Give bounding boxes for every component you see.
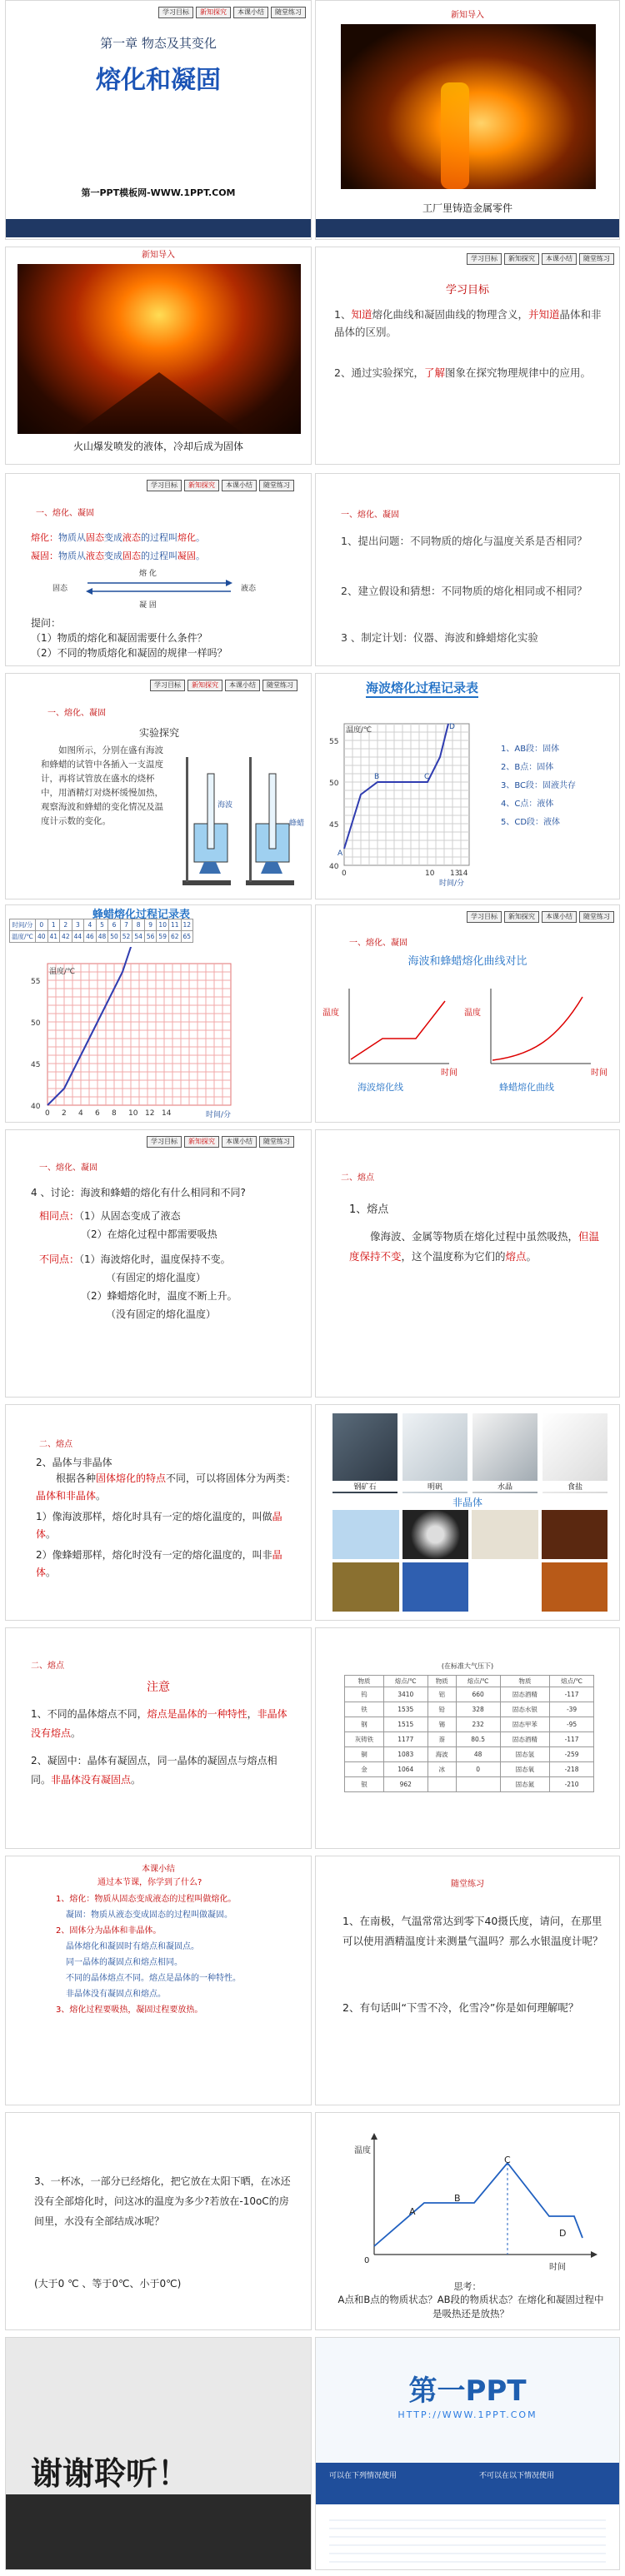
- phase-arrows: [84, 577, 234, 597]
- table-cell: 固态水银: [500, 1702, 550, 1717]
- nav-buttons: [467, 911, 614, 923]
- nav-summary-button[interactable]: 本课小结: [225, 680, 260, 691]
- table-cell: 2: [60, 919, 72, 931]
- melting-point-text: 像海波、金属等物质在熔化过程中虽然吸热，但温度保持不变，这个温度称为它们的熔点。: [349, 1230, 600, 1263]
- table-cell: 65: [181, 931, 193, 943]
- section-tag: 一、熔化、凝固: [349, 939, 408, 948]
- table-cell: 232: [456, 1717, 500, 1732]
- summary-item: 1、熔化：物质从固态变成液态的过程叫做熔化。: [56, 1895, 237, 1904]
- table-cell: 42: [60, 931, 72, 943]
- hypo-melting-chart: [319, 699, 502, 890]
- table-cell: 50: [108, 931, 121, 943]
- section-tag: 一、熔化、凝固: [341, 511, 399, 520]
- slide-practice: [315, 1856, 620, 2105]
- table-cell: 328: [456, 1702, 500, 1717]
- nav-goal-button[interactable]: 学习目标: [147, 1136, 182, 1148]
- nav-goal-button[interactable]: 学习目标: [150, 680, 185, 691]
- table-cell: 46: [84, 931, 97, 943]
- y-label-b: 温度: [464, 1009, 481, 1018]
- section-tag: 二、熔点: [31, 1662, 64, 1671]
- table-row: [345, 1717, 594, 1732]
- slide-summary: [5, 1856, 312, 2105]
- point-c: C: [504, 2155, 511, 2165]
- legend-item: 4、C点：液体: [501, 800, 554, 809]
- label-wax: 蜂蜡: [289, 820, 305, 828]
- discussion-question: 4 、讨论：海波和蜂蜡的熔化有什么相同和不同?: [31, 1187, 246, 1198]
- header-cell: 熔点/℃: [550, 1676, 594, 1687]
- ice-options: (大于0 ℃ 、等于0℃、小于0℃): [34, 2278, 182, 2290]
- nav-practice-button[interactable]: 随堂练习: [579, 253, 614, 265]
- nav-buttons: [158, 7, 306, 18]
- think-title: 思考：: [453, 2281, 482, 2292]
- experiment-apparatus: [178, 740, 305, 890]
- crystal-text: 根据各种固体熔化的特点不同，可以将固体分为两类：晶体和非晶体。 1）像海波那样，熔化时具有一定的熔化温度的，叫做晶体。 2）像蜂蜡那样，熔化时没有一定的熔化温度的，叫非晶体。: [36, 1472, 297, 1578]
- summary-item: 非晶体没有凝固点和熔点。: [66, 1990, 166, 1999]
- nav-goal-button[interactable]: 学习目标: [467, 253, 502, 265]
- table-cell: 银: [345, 1777, 384, 1792]
- table-cell: [456, 1777, 500, 1792]
- inquiry-step-1: 1、提出问题：不同物质的熔化与温度关系是否相同？: [341, 535, 588, 547]
- section-tag: 本课小结: [142, 1865, 175, 1874]
- nav-practice-button[interactable]: 随堂练习: [271, 7, 306, 18]
- table-cell: 固态酒精: [500, 1732, 550, 1747]
- liquid-word: 液态: [241, 585, 257, 593]
- question-1: （1）物质的熔化和凝固需要什么条件？: [31, 632, 208, 644]
- plot-area: [344, 724, 469, 865]
- y-axis-label: 温度/℃: [49, 968, 76, 976]
- table-row: [345, 1762, 594, 1777]
- x-tick-label: 4: [78, 1109, 83, 1118]
- slide-casting: [315, 0, 620, 240]
- brand-header: [316, 2338, 619, 2463]
- table-cell: 固态氢: [500, 1747, 550, 1762]
- table-cell: 5: [96, 919, 108, 931]
- state-legend: [501, 740, 576, 832]
- slide-volcano: [5, 247, 312, 465]
- table-cell: -39: [550, 1702, 594, 1717]
- bottom-band: [316, 219, 619, 237]
- slide-objectives: [315, 247, 620, 465]
- link-list: [329, 2513, 606, 2563]
- slide-compare: [315, 904, 620, 1123]
- table-cell: 锡: [428, 1717, 456, 1732]
- x-axis-label: 时间/分: [439, 879, 465, 888]
- y-tick-label: 50: [31, 1019, 41, 1028]
- table-cell: 海波: [428, 1747, 456, 1762]
- amorphous-label: 非晶体: [452, 1497, 482, 1508]
- slide-samples: [315, 1404, 620, 1621]
- table-cell: 41: [48, 931, 60, 943]
- x-axis-label: 时间: [549, 2263, 566, 2272]
- x-tick-label: 14: [162, 1109, 172, 1118]
- table-cell: -95: [550, 1717, 594, 1732]
- x-axis-label: 时间/分: [206, 1111, 232, 1119]
- nav-goal-button[interactable]: 学习目标: [147, 480, 182, 491]
- sample-photo: 明矾: [402, 1413, 468, 1493]
- table-title: (在标准大气压下): [441, 1662, 494, 1670]
- table-cell: 1: [48, 919, 60, 931]
- section-tag: 二、熔点: [341, 1173, 374, 1183]
- x-tick-label: 6: [95, 1109, 100, 1118]
- nav-practice-button[interactable]: 随堂练习: [579, 911, 614, 923]
- y-axis-label: 温度: [354, 2146, 371, 2155]
- table-cell: 40: [35, 931, 48, 943]
- melting-point-heading: 1、熔点: [349, 1203, 389, 1216]
- section-tag: 一、熔化、凝固: [36, 509, 94, 518]
- point-label: B: [374, 773, 380, 781]
- y-tick-label: 50: [329, 780, 339, 788]
- page-title: 熔化和凝固: [96, 66, 221, 95]
- table-cell: 固态甲苯: [500, 1717, 550, 1732]
- nav-buttons: [147, 1136, 294, 1148]
- wax-melting-chart: [14, 947, 281, 1122]
- table-cell: 铁: [345, 1702, 384, 1717]
- y-tick-label: 55: [329, 738, 339, 746]
- legend-item: 1、AB段：固体: [501, 745, 560, 754]
- nav-summary-button[interactable]: 本课小结: [222, 480, 257, 491]
- bottom-band: [6, 219, 311, 237]
- table-cell: [428, 1777, 456, 1792]
- y-axis-label: 温度/℃: [346, 726, 372, 735]
- table-cell: 0: [35, 919, 48, 931]
- solid-word: 固态: [52, 585, 68, 593]
- table-cell: 固态氧: [500, 1762, 550, 1777]
- slide-notes: [5, 1627, 312, 1849]
- y-label-a: 温度: [322, 1009, 339, 1018]
- slide-melting-point: [315, 1129, 620, 1398]
- point-label: A: [338, 850, 343, 858]
- header-cell: 熔点/℃: [383, 1676, 428, 1687]
- table-cell: 48: [96, 931, 108, 943]
- summary-item: 同一晶体的凝固点和熔点相同。: [66, 1958, 182, 1967]
- header-cell: 物质: [500, 1676, 550, 1687]
- summary-item: 3、熔化过程要吸热，凝固过程要放热。: [56, 2005, 203, 2015]
- slide-ice-question: [5, 2112, 312, 2330]
- sample-photo: 水晶: [472, 1413, 538, 1493]
- table-cell: 59: [157, 931, 169, 943]
- think-text: A点和B点的物质状态？AB段的物质状态？在熔化和凝固过程中是吸热还是放热？: [338, 2294, 604, 2319]
- slide-title: [5, 0, 312, 240]
- question-title: 提问：: [31, 617, 62, 629]
- caption-hypo: 海波熔化线: [358, 1082, 403, 1093]
- chart-heading: 海波熔化过程记录表: [366, 679, 478, 698]
- y-tick-label: 45: [31, 1061, 41, 1069]
- nav-goal-button[interactable]: 学习目标: [467, 911, 502, 923]
- slide-hypo-chart: [315, 673, 620, 899]
- table-cell: 冰: [428, 1762, 456, 1777]
- objectives-heading: 学习目标: [445, 284, 489, 296]
- x-tick-label: 0: [342, 869, 347, 878]
- legend-item: 5、CD段：液体: [501, 818, 561, 827]
- x-label-b: 时间: [591, 1069, 608, 1078]
- arrow-bottom-label: 凝 固: [139, 601, 157, 610]
- y-tick-label: 40: [31, 1103, 41, 1111]
- usage-allowed: 可以在下列情况使用: [329, 2472, 398, 2480]
- table-cell: 0: [456, 1762, 500, 1777]
- nav-explore-button[interactable]: 新知探究: [184, 480, 219, 491]
- table-cell: 62: [168, 931, 181, 943]
- table-cell: 萘: [428, 1732, 456, 1747]
- photo-caption: 火山爆发喷发的液体，冷却后成为固体: [72, 441, 243, 452]
- thanks-dark-band: [6, 2494, 311, 2569]
- table-cell: 4: [84, 919, 97, 931]
- sample-photo: 食盐: [542, 1413, 608, 1493]
- table-cell: -117: [550, 1732, 594, 1747]
- nav-summary-button[interactable]: 本课小结: [542, 253, 577, 265]
- table-cell: 11: [168, 919, 181, 931]
- table-cell: 56: [144, 931, 157, 943]
- table-row: [345, 1747, 594, 1762]
- table-cell: 7: [120, 919, 132, 931]
- slide-brand: [315, 2337, 620, 2570]
- melting-point-table: [344, 1675, 594, 1792]
- experiment-heading: 实验探究: [139, 727, 180, 739]
- point-label: C: [424, 773, 430, 781]
- table-cell: 铝: [428, 1687, 456, 1702]
- x-tick-label: 8: [112, 1109, 117, 1118]
- slide-experiment: [5, 673, 312, 899]
- nav-explore-button[interactable]: 新知探究: [504, 253, 539, 265]
- legend-item: 3、BC段：固液共存: [501, 781, 577, 790]
- point-d: D: [559, 2228, 567, 2239]
- wax-data-table: [9, 919, 193, 943]
- point-b: B: [454, 2193, 461, 2204]
- nav-explore-button[interactable]: 新知探究: [196, 7, 231, 18]
- photo-caption: 工厂里铸造金属零件: [422, 202, 512, 214]
- table-cell: 固态氮: [500, 1777, 550, 1792]
- objective-1: 1、知道熔化曲线和凝固曲线的物理含义，并知道晶体和非晶体的区别。: [334, 308, 602, 338]
- table-cell: 1083: [383, 1747, 428, 1762]
- origin-label: 0: [364, 2256, 370, 2265]
- table-cell: -218: [550, 1762, 594, 1777]
- practice-q1: 1、在南极，气温常常达到零下40摄氏度，请问，在那里可以使用酒精温度计来测量气温吗？那么水银温度计呢？: [342, 1915, 603, 1947]
- header-cell: 熔点/℃: [456, 1676, 500, 1687]
- slide-discussion: [5, 1129, 312, 1398]
- slide-crystal: [5, 1404, 312, 1621]
- table-cell: 金: [345, 1762, 384, 1777]
- ice-question: 3、一杯冰，一部分已经熔化，把它放在太阳下晒，在冰还没有全部熔化时，问这冰的温度为多少?若放在-10oC的房间里，水没有全部结成冰呢？: [34, 2175, 291, 2227]
- experiment-text: 如图所示，分别在盛有海波和蜂蜡的试管中各插入一支温度计，再将试管放在盛水的烧杯中，用酒精灯对烧杯缓慢加热，观察海波和蜂蜡的变化情况及温度计示数的变化。: [41, 745, 163, 826]
- table-cell: 钨: [345, 1687, 384, 1702]
- volcano-photo: [18, 264, 301, 434]
- nav-explore-button[interactable]: 新知探究: [188, 680, 222, 691]
- objective-2: 2、通过实验探究，了解图象在探究物理规律中的应用。: [334, 366, 591, 379]
- amorphous-samples: [332, 1510, 608, 1612]
- table-cell: 3410: [383, 1687, 428, 1702]
- nav-buttons: [150, 680, 298, 691]
- table-cell: 固态酒精: [500, 1687, 550, 1702]
- table-cell: 52: [120, 931, 132, 943]
- slide-wax-chart: [5, 904, 312, 1123]
- table-row: [345, 1777, 594, 1792]
- discussion-answers: 相同点：（1）从固态变成了液态 （2）在熔化过程中都需要吸热 不同点：（1）海波熔化时，温度保持不变。 （有固定的熔化温度） （2）蜂蜡熔化时，温度不断上升。 （没有固定的熔化温度）: [39, 1210, 238, 1320]
- notes-text: 1、不同的晶体熔点不同，熔点是晶体的一种特性，非晶体没有熔点。 2、凝固中：晶体有凝固点，同一晶体的凝固点与熔点相同。非晶体没有凝固点。: [31, 1708, 288, 1786]
- sample-photo: 钢矿石: [332, 1413, 398, 1493]
- summary-item: 凝固：物质从液态变成固态的过程叫做凝固。: [66, 1911, 232, 1920]
- nav-practice-button[interactable]: 随堂练习: [262, 680, 298, 691]
- nav-practice-button[interactable]: 随堂练习: [259, 480, 294, 491]
- header-cell: 物质: [345, 1676, 384, 1687]
- nav-explore-button[interactable]: 新知探究: [184, 1136, 219, 1148]
- nav-summary-button[interactable]: 本课小结: [233, 7, 268, 18]
- nav-explore-button[interactable]: 新知探究: [504, 911, 539, 923]
- table-cell: 44: [72, 931, 84, 943]
- table-cell: 6: [108, 919, 121, 931]
- nav-practice-button[interactable]: 随堂练习: [259, 1136, 294, 1148]
- table-cell: 1515: [383, 1717, 428, 1732]
- y-tick-label: 45: [329, 821, 339, 830]
- nav-summary-button[interactable]: 本课小结: [542, 911, 577, 923]
- section-label: 新知导入: [451, 11, 484, 20]
- table-cell: 铅: [428, 1702, 456, 1717]
- table-cell: 1535: [383, 1702, 428, 1717]
- table-cell: 48: [456, 1747, 500, 1762]
- y-tick-label: 40: [329, 863, 339, 871]
- table-cell: 54: [132, 931, 145, 943]
- inquiry-step-2: 2、建立假设和猜想：不同物质的熔化相同或不相同？: [341, 585, 588, 597]
- casting-photo: [341, 24, 596, 189]
- table-cell: 时间/分: [10, 919, 36, 931]
- table-cell: 660: [456, 1687, 500, 1702]
- summary-item: 2、固体分为晶体和非晶体。: [56, 1926, 162, 1936]
- x-tick-label: 2: [62, 1109, 67, 1118]
- table-cell: 灰铸铁: [345, 1732, 384, 1747]
- section-label: 新知导入: [142, 251, 175, 260]
- label-hypo: 海波: [218, 801, 233, 810]
- table-row: [345, 1702, 594, 1717]
- table-cell: 钢: [345, 1717, 384, 1732]
- point-a: A: [409, 2206, 416, 2217]
- table-row: [345, 1732, 594, 1747]
- legend-item: 2、B点：固体: [501, 763, 554, 772]
- slide-definitions: [5, 473, 312, 666]
- x-tick-label: 13: [450, 869, 460, 878]
- x-tick-label: 14: [458, 869, 468, 878]
- table-cell: 962: [383, 1777, 428, 1792]
- x-tick-label: 0: [45, 1109, 50, 1118]
- caption-wax: 蜂蜡熔化曲线: [499, 1082, 554, 1093]
- melt-definition: 熔化：物质从固态变成液态的过程叫熔化。: [31, 532, 205, 543]
- brand-info-band: [316, 2463, 619, 2504]
- usage-denied: 不可以在以下情况使用: [479, 2472, 555, 2480]
- table-cell: 1177: [383, 1732, 428, 1747]
- table-cell: 8: [132, 919, 145, 931]
- slide-think: [315, 2112, 620, 2330]
- x-tick-label: 12: [145, 1109, 155, 1118]
- table-cell: 1064: [383, 1762, 428, 1777]
- point-label: D: [449, 723, 455, 731]
- brand-url: HTTP://WWW.1PPT.COM: [398, 2409, 538, 2420]
- header-cell: 物质: [428, 1676, 456, 1687]
- nav-buttons: [467, 253, 614, 265]
- x-label-a: 时间: [441, 1069, 458, 1078]
- notes-heading: 注意: [147, 1681, 170, 1694]
- table-cell: 温度/℃: [10, 931, 36, 943]
- table-cell: 9: [144, 919, 157, 931]
- x-tick-label: 10: [128, 1109, 138, 1118]
- table-cell: 3: [72, 919, 84, 931]
- table-cell: 铜: [345, 1747, 384, 1762]
- table-cell: 10: [157, 919, 169, 931]
- table-cell: 12: [181, 919, 193, 931]
- table-cell: -259: [550, 1747, 594, 1762]
- chapter-title: 第一章 物态及其变化: [100, 36, 217, 51]
- x-tick-label: 10: [425, 869, 435, 878]
- section-tag: 一、熔化、凝固: [48, 709, 106, 718]
- section-tag: 一、熔化、凝固: [39, 1163, 98, 1173]
- table-row: [345, 1687, 594, 1702]
- summary-list: [56, 1891, 302, 2018]
- nav-buttons: [147, 480, 294, 491]
- summary-item: 不同的晶体熔点不同。熔点是晶体的一种特性。: [66, 1974, 241, 1983]
- table-cell: 80.5: [456, 1732, 500, 1747]
- inquiry-step-3: 3 、制定计划：仪器、海波和蜂蜡熔化实验: [341, 631, 538, 644]
- slide-inquiry: [315, 473, 620, 666]
- nav-summary-button[interactable]: 本课小结: [222, 1136, 257, 1148]
- solidify-definition: 凝固：物质从液态变成固态的过程叫凝固。: [31, 551, 205, 561]
- think-curve: [349, 2130, 599, 2280]
- brand-text: 第一PPT模板网-WWW.1PPT.COM: [81, 187, 236, 198]
- brand-logo: 第一PPT: [408, 2374, 527, 2408]
- chart-heading: 蜂蜡熔化过程记录表: [92, 909, 191, 921]
- crystal-heading: 2、晶体与非晶体: [36, 1457, 112, 1468]
- thanks-text: 谢谢聆听！: [31, 2455, 190, 2492]
- slide-thanks: [5, 2337, 312, 2570]
- question-2: （2）不同的物质熔化和凝固的规律一样吗？: [31, 647, 228, 659]
- table-cell: -210: [550, 1777, 594, 1792]
- y-tick-label: 55: [31, 978, 41, 986]
- section-tag: 二、熔点: [39, 1440, 72, 1449]
- slide-melting-table: [315, 1627, 620, 1849]
- nav-goal-button[interactable]: 学习目标: [158, 7, 193, 18]
- arrow-top-label: 熔 化: [139, 570, 157, 578]
- crystal-samples: [332, 1413, 608, 1493]
- table-cell: -117: [550, 1687, 594, 1702]
- practice-q2: 2、有句话叫“下雪不冷，化雪冷”你是如何理解呢？: [342, 2001, 579, 2014]
- section-tag: 随堂练习: [451, 1880, 484, 1889]
- summary-item: 晶体熔化和凝固时有熔点和凝固点。: [66, 1942, 199, 1951]
- summary-subtitle: 通过本节课，你学到了什么?: [98, 1878, 202, 1887]
- compare-heading: 海波和蜂蜡熔化曲线对比: [408, 955, 528, 968]
